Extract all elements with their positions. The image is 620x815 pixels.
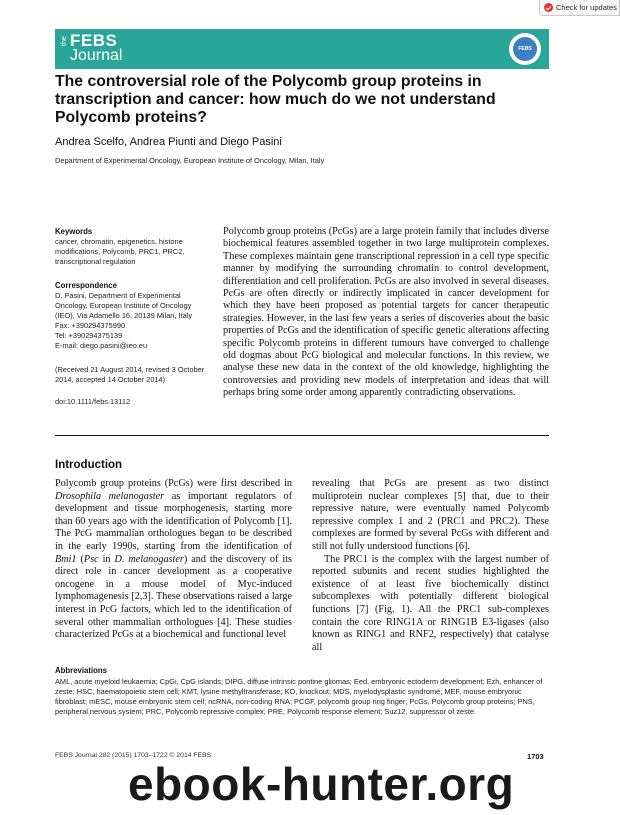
febs-logo-icon: FEBS [509,33,541,65]
keywords-heading: Keywords [55,227,93,236]
page-number: 1703 [527,752,544,761]
abstract-text: Polycomb group proteins (PcGs) are a large protein family that includes diverse biochemical features assembled together in two large multiprotein complexes. These complexes maintain gene transcriptional repression in a cell type specific manner by modifying the surrounding chromatin to control development, differentiation and cell proliferation. PcGs are also involved in several diseases. PcGs are often directly or indirectly implicated in cancer development for which they have been proposed as potential targets for cancer therapeutic strategies. However, in the last few years a series of discoveries about the basic properties of PcGs and the identification of specific genetic alterations affecting specific Polycomb proteins in different tumours have converged to challenge old dogmas about PcG biological and molecular functions. In this review, we analyse these new data in the context of the old knowledge, highlighting the controversies and providing new models of interpretation and ideas that will perhaps bring some order among apparently contradicting observations. [223,226,549,399]
doi-link[interactable]: doi:10.1111/febs.13112 [55,397,131,406]
check-icon [544,3,553,12]
footer-citation: FEBS Journal 282 (2015) 1703–1722 © 2014 FEBS [55,752,212,759]
tel-text: Tel: +390294375139 [55,331,123,340]
introduction-paragraph-3: The PRC1 is the complex with the largest number of reported subunits and recent studies highlighted the existence of at least five biochemically distinct subcomplexes with potentially different biological functions [7] (Fig. 1). All the PRC1 sub-complexes contain the core RING1A or RING1B E3-ligases (also known as RING1 and RNF2, respectively) that catalyse all [312,553,549,653]
introduction-paragraph-2: revealing that PcGs are present as two distinct multiprotein nuclear complexes [5] that, due to their repressive nature, were eventually named Polycomb repressive complex 1 and 2 (PRC1 and PRC2). These complexes are formed by several PcGs with different and still not fully understood functions [6]. [312,478,549,552]
abbreviations-text: AML, acute myeloid leukaemia; CpGi, CpG islands; DIPG, diffuse intrinsic pontine gliomas; Eed, embryonic ectoderm development; Ezh, enhancer of zeste; HSC, haematopoietic stem cell; KMT, lysine methyltransferase; KO, knockout; MDS, myelodysplastic syndrome; MEF, mouse embryonic fibroblast; mESC, mouse embryonic stem cell; ncRNA, non-coding RNA; PCGF, polycomb group ring finger; PcGs, Polycomb group proteins; PNS, peripheral nervous system; PRC, Polycomb repressive complex; PRE, Polycomb response element; Suz12, suppressor of zeste. [55,677,543,716]
journal-the: the [61,36,68,46]
abbreviations-heading: Abbreviations [55,666,107,675]
check-for-updates-button[interactable] [539,0,620,16]
article-title: The controversial role of the Polycomb group proteins in transcription and cancer: how much do we not understand Polycomb proteins? [55,73,496,126]
article-authors: Andrea Scelfo, Andrea Piunti and Diego Pasini [55,136,282,148]
divider [55,435,549,436]
correspondence-text: D. Pasini, Department of Experimental Oncology, European Institute of Oncology (IEO), Via Adamello 16, 20139 Milan, Italy [55,291,193,320]
introduction-right-column [312,478,549,654]
article-affiliation: Department of Experimental Oncology, European Institute of Oncology, Milan, Italy [55,156,325,165]
received-dates: (Received 21 August 2014, revised 3 October 2014, accepted 14 October 2014) [55,365,205,384]
journal-name-bottom: Journal [70,47,123,64]
journal-name-top: FEBS [70,31,118,50]
abbreviations-block [55,666,549,717]
introduction-paragraph-1: Polycomb group proteins (PcGs) were first described in Drosophila melanogaster as important regulators of development and tissue morphogenesis, starting more than 60 years ago with the identification of Polycomb [1]. The PcG mammalian orthologues began to be described in the early 1990s, starting from the identification of Bmi1 (Psc in D. melanogaster) and the discovery of its direct role in cancer development as a cooperative oncogene in a mouse model of Myc-induced lymphomagenesis [2,3]. These observations raised a large interest in PcG factors, which led to the identification of several other mammalian orthologues [4]. These studies characterized PcGs at a biochemical and functional level [55,478,292,641]
journal-banner [55,29,549,69]
check-for-updates-label: Check for updates [556,3,617,12]
watermark-text: ebook-hunter.org [128,758,515,810]
introduction-left-column [55,478,292,642]
correspondence-block [55,281,205,351]
fax-text: Fax: +390294375990 [55,321,126,330]
correspondence-heading: Correspondence [55,281,117,290]
email-link[interactable]: E-mail: diego.pasini@ieo.eu [55,341,148,350]
keywords-block [55,227,205,267]
introduction-heading: Introduction [55,459,123,471]
keywords-text: cancer, chromatin, epigenetics, histone modifications, Polycomb, PRC1, PRC2, transcriptional regulation [55,237,185,266]
